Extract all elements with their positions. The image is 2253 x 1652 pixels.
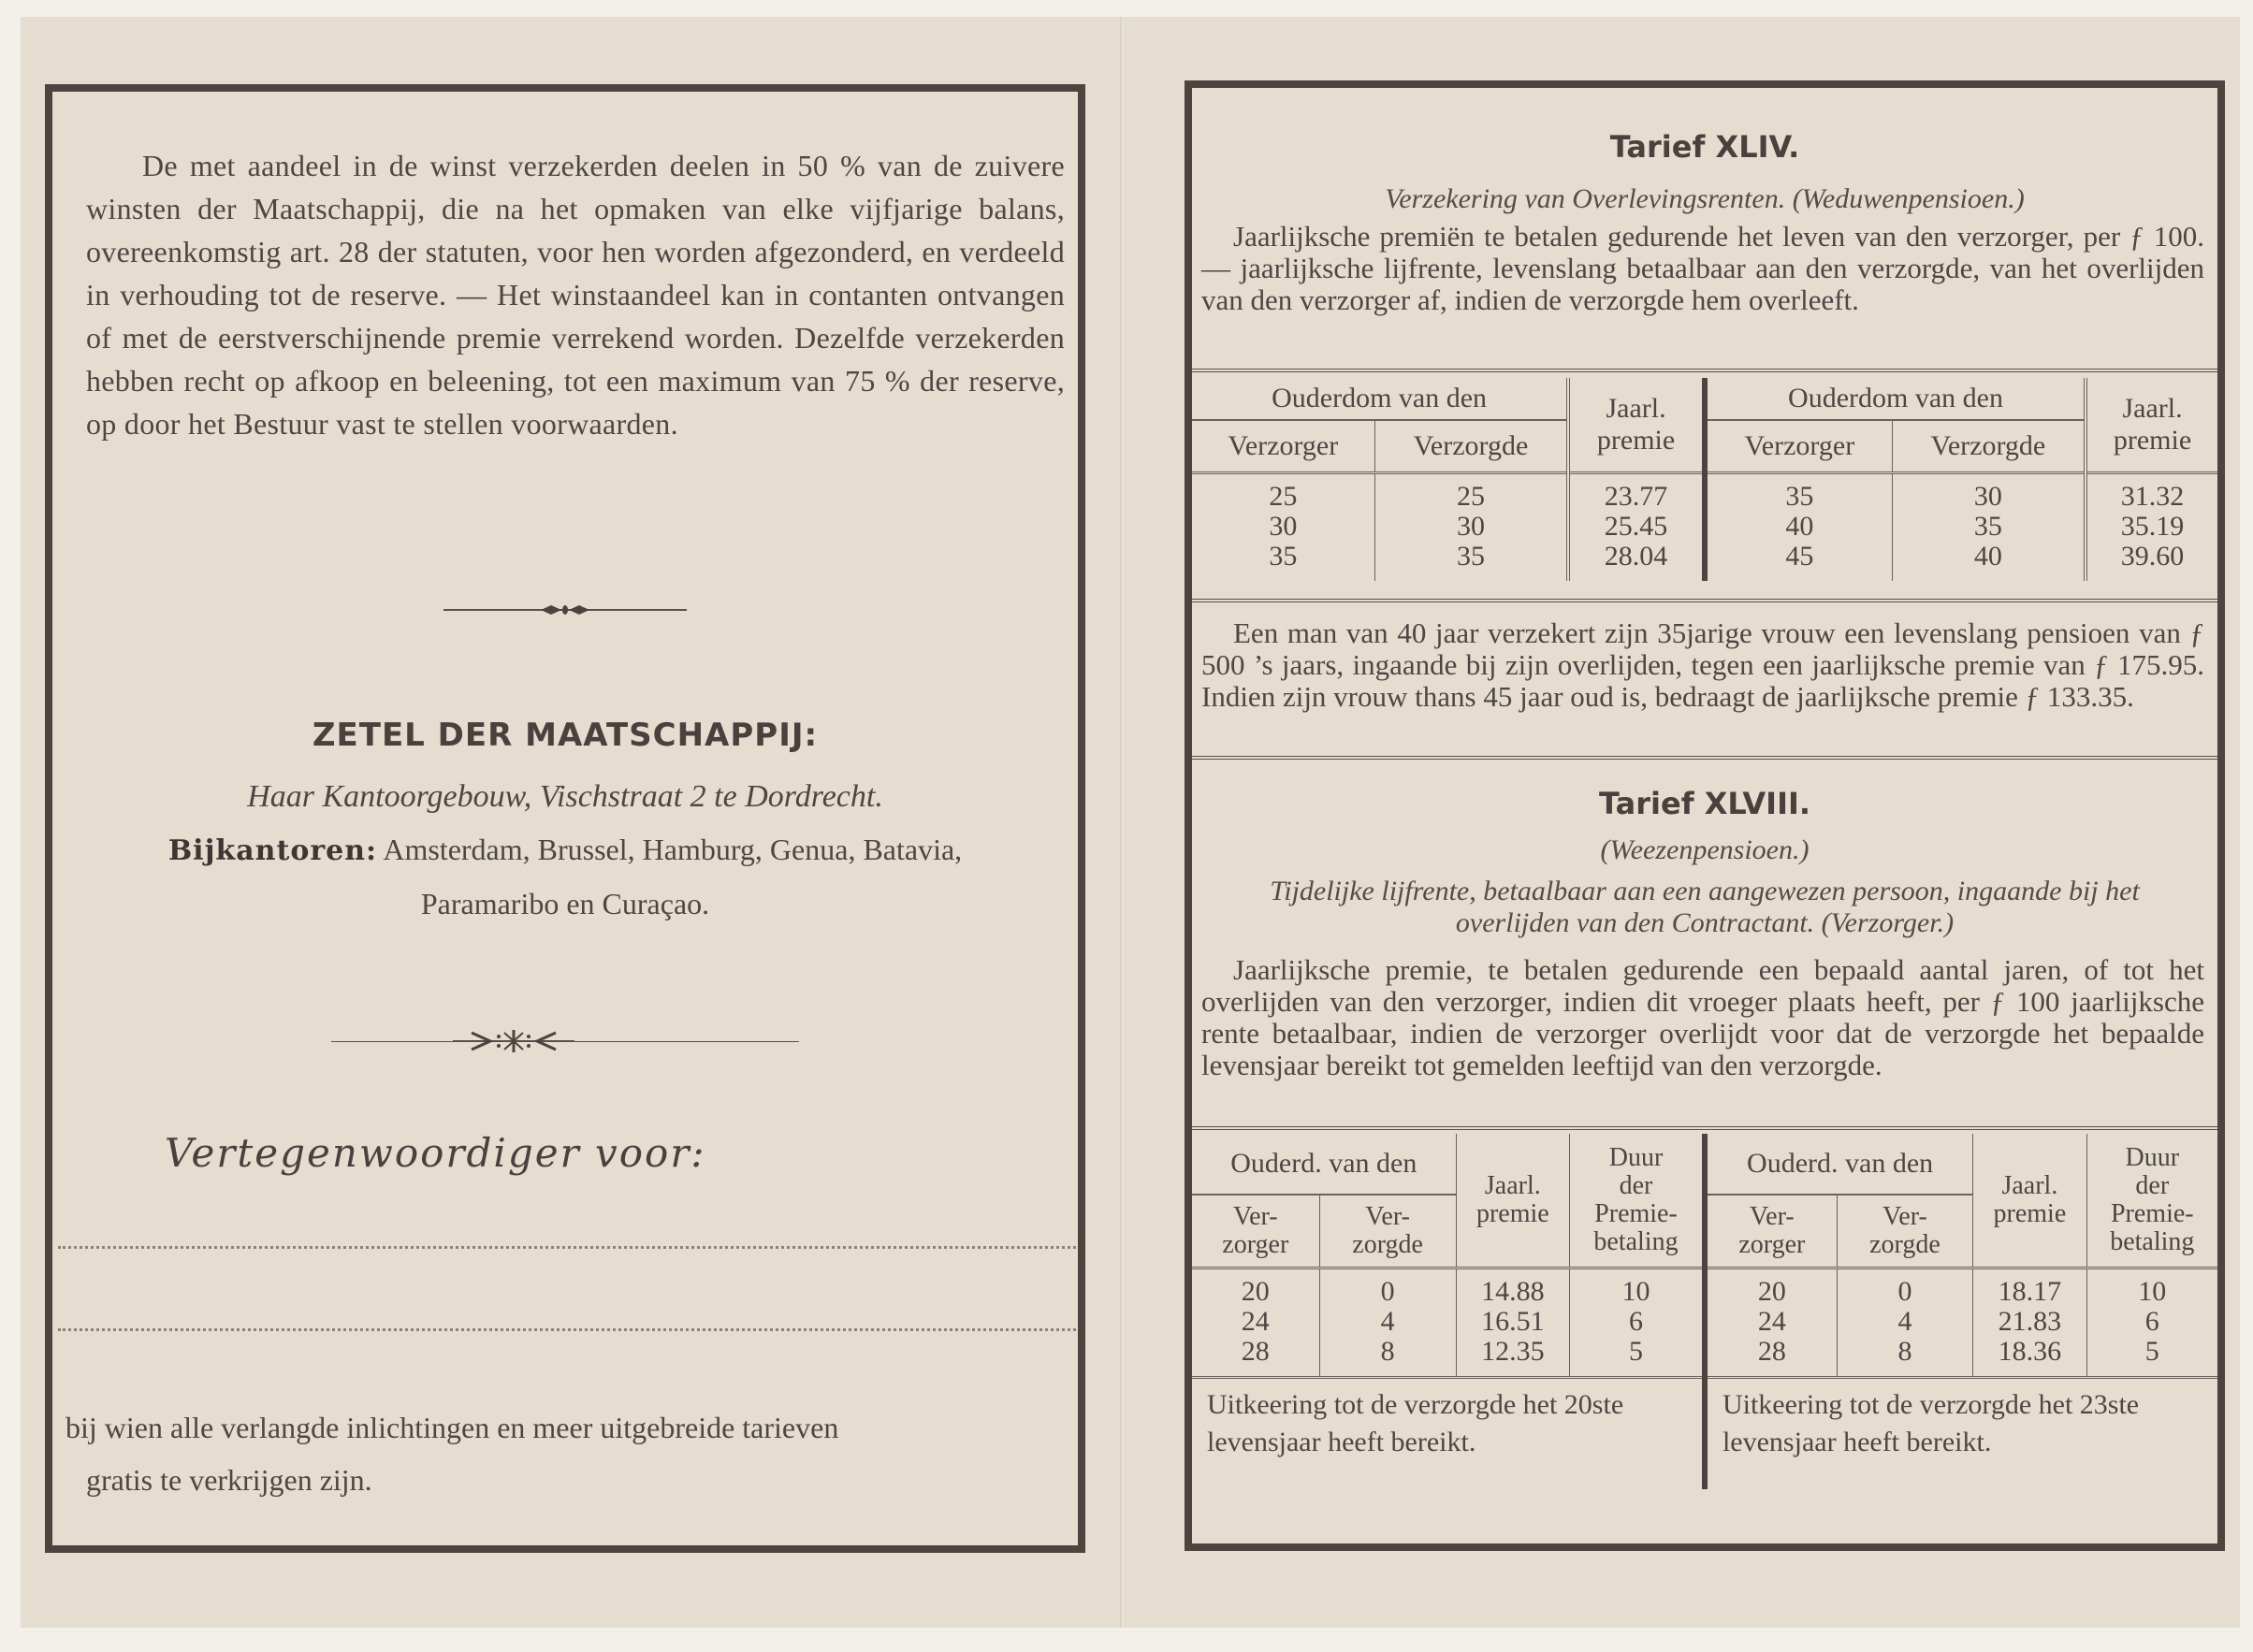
provider-age-cell: 28 [1705,1337,1837,1378]
t48-right-premium-header [1973,1134,2086,1268]
duration-cell: 6 [1570,1307,1705,1337]
premium-header-l2: premie [1475,1198,1549,1228]
premium-cell: 39.60 [2120,540,2185,572]
branch-offices-list: Amsterdam, Brussel, Hamburg, Genua, Batavia, [383,833,963,866]
company-seat-address: Haar Kantoorgebouw, Vischstraat 2 te Dordrecht. [247,779,883,814]
premium-cell: 18.17 [1973,1268,2086,1307]
t48-right-note: Uitkeering tot de verzorgde het 23ste levensjaar heeft bereikt. [1705,1377,2217,1489]
duration-cell: 10 [2138,1275,2167,1307]
ornament-divider-arrows [52,1027,1078,1055]
duration-cell: 5 [1570,1337,1705,1378]
premium-cell: 28.04 [1568,542,1705,581]
table-row [1192,1337,2217,1378]
branch-offices-line [52,833,1078,867]
page-fold [1120,17,1122,1628]
branch-offices-label: Bijkantoren: [167,834,378,867]
provider-age-cell: 20 [1192,1268,1319,1307]
tarief-48-description: Jaarlijksche premie, te betalen gedurende een bepaald aantal jaren, of tot het overlijden van den verzorger, indien dit vroeger plaats heeft, per ƒ 100 jaarlijksche rente betaalbaar, indien de verzorger overlijdt voor dat de verzorgde het bepaalde levensjaar bereikt tot gemelden leeftijd van den verzorgde. [1201,953,2204,1081]
t44-left-provider-header: Verzorger [1192,420,1374,472]
t44-right-dependant-header: Verzorgde [1892,420,2086,472]
premium-cell: 12.35 [1456,1337,1569,1378]
closing-text [65,1401,1068,1506]
table-row [1192,512,2217,542]
tarief-44-title: Tarief XLIV. [1609,129,1800,165]
dependant-age-cell: 30 [1374,512,1568,542]
table-row [1192,1268,2217,1307]
provider-age-cell: 35 [1192,542,1374,581]
diamond-ornament-icon [528,602,603,617]
provider-age-cell: 25 [1192,472,1374,512]
representative-fill-line-2 [58,1328,1076,1331]
t48-right-provider-header [1705,1195,1837,1268]
premium-cell: 35.19 [2120,510,2185,542]
tarief-44-example: Een man van 40 jaar verzekert zijn 35jarige vrouw een levenslang pensioen van ƒ 500 ’s jaars, ingaande bij zijn overlijden, tegen een jaarlijksche premie van ƒ 175.95. Indien zijn vrouw thans 45 jaar oud is, bedraagt de jaarlijksche premie ƒ 133.35. [1201,616,2204,713]
closing-line-1: bij wien alle verlangde inlichtingen en meer uitgebreide tarieven [65,1411,839,1444]
provider-header-l2: zorger [1222,1229,1289,1259]
duration-header-l3: Premie- [1594,1198,1678,1228]
premium-header-l1: Jaarl. [1606,392,1666,424]
t44-right-provider-header: Verzorger [1705,420,1892,472]
t48-right-age-group-header: Ouderd. van den [1705,1134,1973,1195]
t48-right-dependant-header [1837,1195,1972,1268]
right-page-frame [1185,80,2225,1551]
premium-header-l1: Jaarl. [2001,1170,2058,1200]
arrow-ornament-icon [453,1027,574,1055]
t44-left-premium-header [1568,378,1705,472]
premium-header-l2: premie [2113,424,2192,456]
closing-line-2: gratis te verkrijgen zijn. [86,1463,372,1497]
branch-offices-line-2: Paramaribo en Curaçao. [420,887,710,920]
company-seat-heading: ZETEL DER MAATSCHAPPIJ: [312,717,819,754]
duration-header-l1: Duur [2125,1142,2180,1172]
premium-cell: 14.88 [1456,1268,1569,1307]
dependant-age-cell: 40 [1892,542,2086,581]
t44-right-premium-header [2086,378,2217,472]
representative-fill-line-1 [58,1246,1076,1249]
dependant-header-l2: zorgde [1352,1229,1423,1259]
premium-header-l1: Jaarl. [2122,392,2183,424]
table-row [1192,542,2217,581]
premium-header-l2: premie [1596,424,1676,456]
dependant-age-cell: 0 [1319,1268,1456,1307]
duration-header-l4: betaling [1593,1226,1679,1256]
t48-left-provider-header [1192,1195,1319,1268]
provider-age-cell: 24 [1192,1307,1319,1337]
duration-cell: 6 [2144,1305,2159,1337]
provider-age-cell: 28 [1192,1337,1319,1378]
dependant-age-cell: 4 [1837,1307,1972,1337]
provider-age-cell: 24 [1705,1307,1837,1337]
provider-age-cell: 30 [1192,512,1374,542]
tarief-44-table-top-rule [1192,369,2217,372]
t48-left-dependant-header [1319,1195,1456,1268]
tarief-48-table [1192,1134,2217,1489]
t48-left-age-group-header: Ouderd. van den [1192,1134,1456,1195]
t44-left-age-group-header: Ouderdom van den [1192,378,1568,420]
premium-header-l1: Jaarl. [1484,1170,1541,1200]
provider-age-cell: 45 [1705,542,1892,581]
dependant-age-cell: 30 [1892,472,2086,512]
table-row [1192,1307,2217,1337]
tarief-44-table-bottom-rule [1192,599,2217,602]
provider-header-l1: Ver- [1232,1201,1278,1231]
duration-header-l1: Duur [1608,1142,1664,1172]
tarief-44-subtitle: Verzekering van Overlevingsrenten. (Weduwenpensioen.) [1385,183,2025,214]
dependant-header-l1: Ver- [1882,1201,1927,1231]
profit-sharing-paragraph: De met aandeel in de winst verzekerden deelen in 50 % van de zuivere winsten der Maatschappij, die na het opmaken van elke vijfjarige balans, overeenkomstig art. 28 der statuten, voor hen worden afgezonderd, en verdeeld in verhouding tot de reserve. — Het winstaandeel kan in contanten ontvangen of met de eerstverschijnende premie verrekend worden. Dezelfde verzekerden hebben recht op afkoop en beleening, tot een maximum van 75 % der reserve, op door het Bestuur vast te stellen voorwaarden. [86,149,1065,441]
dependant-header-l1: Ver- [1365,1201,1410,1231]
t48-right-duration-header [2086,1134,2217,1268]
table-row [1192,472,2217,512]
t48-left-premium-header [1456,1134,1569,1268]
provider-age-cell: 40 [1705,512,1892,542]
premium-cell: 16.51 [1456,1307,1569,1337]
dependant-age-cell: 35 [1892,512,2086,542]
duration-cell: 10 [1570,1268,1705,1307]
dependant-age-cell: 4 [1319,1307,1456,1337]
duration-header-l2: der [1619,1170,1653,1200]
provider-header-l2: zorger [1738,1229,1806,1259]
duration-header-l2: der [2135,1170,2170,1200]
dependant-age-cell: 35 [1374,542,1568,581]
left-page-frame [45,84,1085,1553]
t48-left-duration-header [1570,1134,1705,1268]
t48-left-note: Uitkeering tot de verzorgde het 20ste levensjaar heeft bereikt. [1192,1377,1705,1489]
section-divider-rule [1192,756,2217,760]
tarief-44-table [1192,378,2217,581]
premium-cell: 23.77 [1568,472,1705,512]
dependant-header-l2: zorgde [1869,1229,1940,1259]
representative-label: Vertegenwoordiger voor: [165,1130,706,1176]
tarief-48-title: Tarief XLVIII. [1598,786,1811,821]
duration-cell: 5 [2144,1335,2159,1367]
provider-age-cell: 20 [1705,1268,1837,1307]
premium-cell: 25.45 [1568,512,1705,542]
tarief-44-description: Jaarlijksche premiën te betalen gedurende het leven van den verzorger, per ƒ 100.— jaarlijksche lijfrente, levenslang betaalbaar aan den verzorgde, van het overlijden van den verzorger af, indien de verzorgde hem overleeft. [1201,220,2204,316]
tarief-48-italic-description: Tijdelijke lijfrente, betaalbaar aan een aangewezen persoon, ingaande bij het overlijden van den Contractant. (Verzorger.) [1270,876,2140,938]
dependant-age-cell: 25 [1374,472,1568,512]
tarief-48-subtitle: (Weezenpensioen.) [1600,834,1810,865]
premium-cell: 21.83 [1973,1307,2086,1337]
t44-right-age-group-header: Ouderdom van den [1705,378,2086,420]
dependant-age-cell: 8 [1319,1337,1456,1378]
dependant-age-cell: 0 [1837,1268,1972,1307]
provider-age-cell: 35 [1705,472,1892,512]
premium-header-l2: premie [1993,1198,2067,1228]
provider-header-l1: Ver- [1750,1201,1795,1231]
premium-cell: 18.36 [1973,1337,2086,1378]
premium-cell: 31.32 [2120,480,2185,512]
duration-header-l4: betaling [2110,1226,2195,1256]
dependant-age-cell: 8 [1837,1337,1972,1378]
tarief-48-table-top-rule [1192,1126,2217,1130]
duration-header-l3: Premie- [2110,1198,2194,1228]
ornament-divider-diamonds [52,602,1078,617]
t44-left-dependant-header: Verzorgde [1374,420,1568,472]
